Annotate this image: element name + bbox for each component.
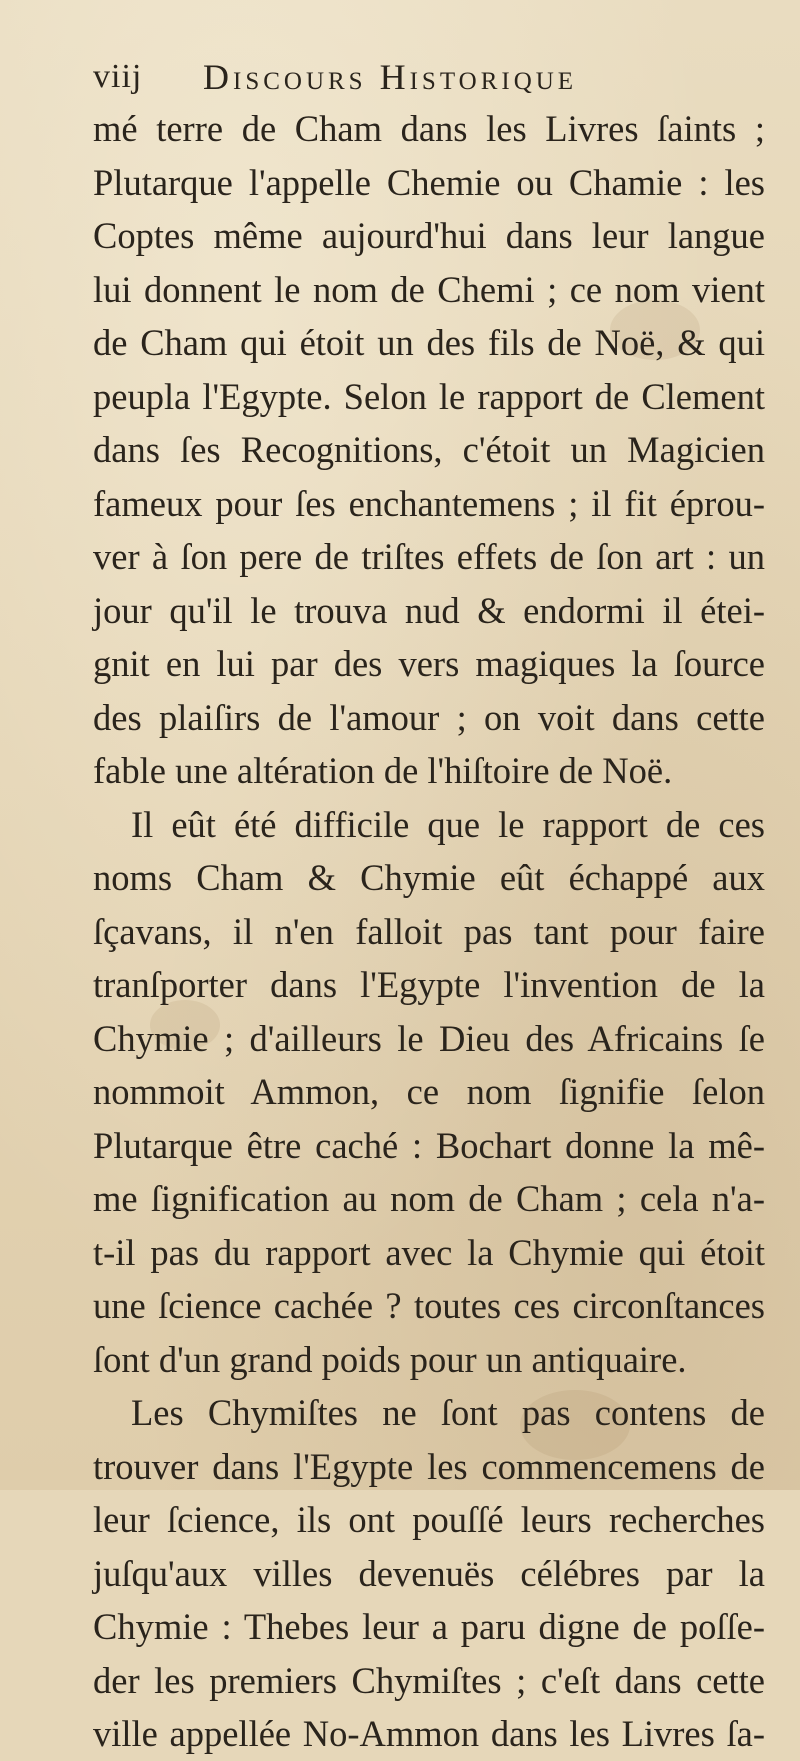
text-line: nommoit Ammon, ce nom ſignifie ſelon	[93, 1071, 765, 1112]
text-line: leur ſcience, ils ont pouſſé leurs recherches	[93, 1499, 765, 1540]
text-line: ſçavans, il n'en falloit pas tant pour faire	[93, 910, 765, 952]
text-line: ville appellée No-Ammon dans les Livres ſa-	[93, 1713, 765, 1754]
text-line: Plutarque être caché : Bochart donne la mê-	[93, 1124, 765, 1166]
text-line: fable une altération de l'hiſtoire de Noë.	[93, 750, 673, 791]
text-line: me ſignification au nom de Cham ; cela n'a-	[93, 1178, 765, 1219]
text-line: t-il pas du rapport avec la Chymie qui étoit	[93, 1231, 765, 1273]
page-number: viij	[93, 58, 143, 95]
text-line: mé terre de Cham dans les Livres ſaints ;	[93, 108, 765, 149]
text-line: juſqu'aux villes devenuës célébres par la	[93, 1552, 765, 1594]
text-line: ver à ſon pere de triſtes effets de ſon art : un	[93, 536, 765, 577]
text-line: der les premiers Chymiſtes ; c'eſt dans cette	[93, 1659, 765, 1701]
text-line: Chymie : Thebes leur a paru digne de poſſe-	[93, 1606, 765, 1647]
text-line: des plaiſirs de l'amour ; on voit dans cette	[93, 696, 765, 738]
text-line: fameux pour ſes enchantemens ; il fit éprou-	[93, 482, 765, 524]
text-line: tranſporter dans l'Egypte l'invention de la	[93, 964, 765, 1005]
running-title: Discours Historique	[203, 57, 578, 97]
text-line: jour qu'il le trouva nud & endormi il étei-	[93, 589, 765, 631]
text-line: peupla l'Egypte. Selon le rapport de Clement	[93, 375, 765, 417]
text-line: gnit en lui par des vers magiques la ſource	[93, 643, 765, 684]
text-line: ſont d'un grand poids pour un antiquaire.	[93, 1338, 687, 1380]
text-line: Plutarque l'appelle Chemie ou Chamie : les	[93, 161, 765, 203]
text-line: de Cham qui étoit un des fils de Noë, & qui	[93, 322, 765, 363]
text-line: Coptes même aujourd'hui dans leur langue	[93, 215, 765, 256]
text-line: Les Chymiſtes ne ſont pas contens de	[131, 1392, 765, 1433]
page-header	[93, 52, 733, 102]
text-line: une ſcience cachée ? toutes ces circonſtances	[93, 1285, 765, 1326]
text-line: Chymie ; d'ailleurs le Dieu des Africains ſe	[93, 1017, 765, 1059]
text-line: dans ſes Recognitions, c'étoit un Magicien	[93, 429, 765, 470]
text-line: trouver dans l'Egypte les commencemens de	[93, 1445, 765, 1487]
text-line: lui donnent le nom de Chemi ; ce nom vient	[93, 268, 765, 310]
text-line: Il eût été difficile que le rapport de ces	[131, 803, 765, 845]
body-text	[93, 102, 765, 1761]
text-line: noms Cham & Chymie eût échappé aux	[93, 857, 765, 898]
